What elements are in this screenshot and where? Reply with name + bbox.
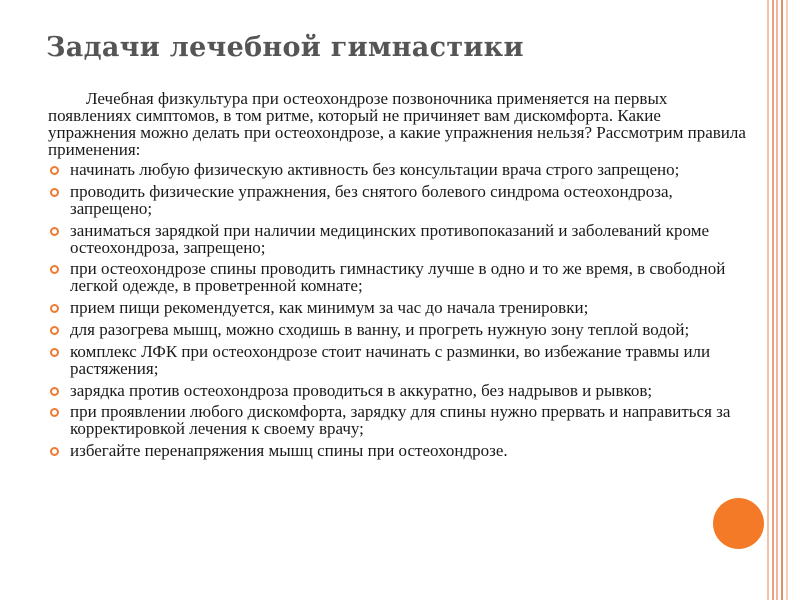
list-item bbox=[48, 321, 748, 338]
list-item-text: избегайте перенапряжения мышц спины при остеохондрозе. bbox=[70, 441, 508, 461]
list-item bbox=[48, 183, 748, 217]
list-item-text: зарядка против остеохондроза проводиться в аккуратно, без надрывов и рывков; bbox=[70, 380, 653, 400]
list-item-text: при остеохондрозе спины проводить гимнастику лучше в одно и то же время, в свободной легкой одежде, в проветренной комнате; bbox=[70, 259, 726, 296]
bullet-circle-icon bbox=[50, 304, 59, 313]
stripe-5 bbox=[786, 0, 788, 600]
list-item-text: комплекс ЛФК при остеохондрозе стоит начинать с разминки, во избежание травмы или растяжения; bbox=[70, 341, 711, 378]
bullet-circle-icon bbox=[50, 166, 59, 175]
list-item-text: при проявлении любого дискомфорта, зарядку для спины нужно прервать и направиться за корректировкой лечения к своему врачу; bbox=[70, 402, 731, 439]
bullet-circle-icon bbox=[50, 387, 59, 396]
list-item bbox=[48, 260, 748, 294]
bullet-circle-icon bbox=[50, 408, 59, 417]
list-item bbox=[48, 299, 748, 316]
list-item-text: прием пищи рекомендуется, как минимум за час до начала тренировки; bbox=[70, 298, 589, 318]
bullet-circle-icon bbox=[50, 265, 59, 274]
stripe-1 bbox=[767, 0, 769, 600]
list-item-text: заниматься зарядкой при наличии медицинских противопоказаний и заболеваний кроме остеохондроза, запрещено; bbox=[70, 220, 710, 257]
list-item bbox=[48, 442, 748, 459]
stripe-4 bbox=[781, 0, 783, 600]
list-item bbox=[48, 403, 748, 437]
stripe-3 bbox=[776, 0, 778, 600]
list-item bbox=[48, 222, 748, 256]
stripe-2 bbox=[772, 0, 774, 600]
list-item bbox=[48, 343, 748, 377]
list-item-text: начинать любую физическую активность без консультации врача строго запрещено; bbox=[70, 160, 680, 179]
slide-title: Задачи лечебной гимнастики bbox=[46, 32, 524, 63]
list-item bbox=[48, 161, 748, 178]
bullet-circle-icon bbox=[50, 227, 59, 236]
list-item-text: проводить физические упражнения, без снятого болевого синдрома остеохондроза, запрещено; bbox=[70, 181, 673, 218]
intro-paragraph: Лечебная физкультура при остеохондрозе позвоночника применяется на первых появлениях симптомов, в том ритме, который не причиняет вам дискомфорта. Какие упражнения можно делать при остеохондрозе, а какие упражнения нельзя? Рассмотрим правила применения: bbox=[48, 89, 746, 159]
rules-list bbox=[48, 161, 748, 459]
list-item bbox=[48, 382, 748, 399]
slide-content bbox=[48, 90, 748, 464]
bullet-circle-icon bbox=[50, 447, 59, 456]
bullet-circle-icon bbox=[50, 348, 59, 357]
bullet-circle-icon bbox=[50, 326, 59, 335]
orange-circle-decoration bbox=[713, 498, 764, 549]
list-item-text: для разогрева мышц, можно сходишь в ванну, и прогреть нужную зону теплой водой; bbox=[70, 319, 690, 339]
bullet-circle-icon bbox=[50, 188, 59, 197]
